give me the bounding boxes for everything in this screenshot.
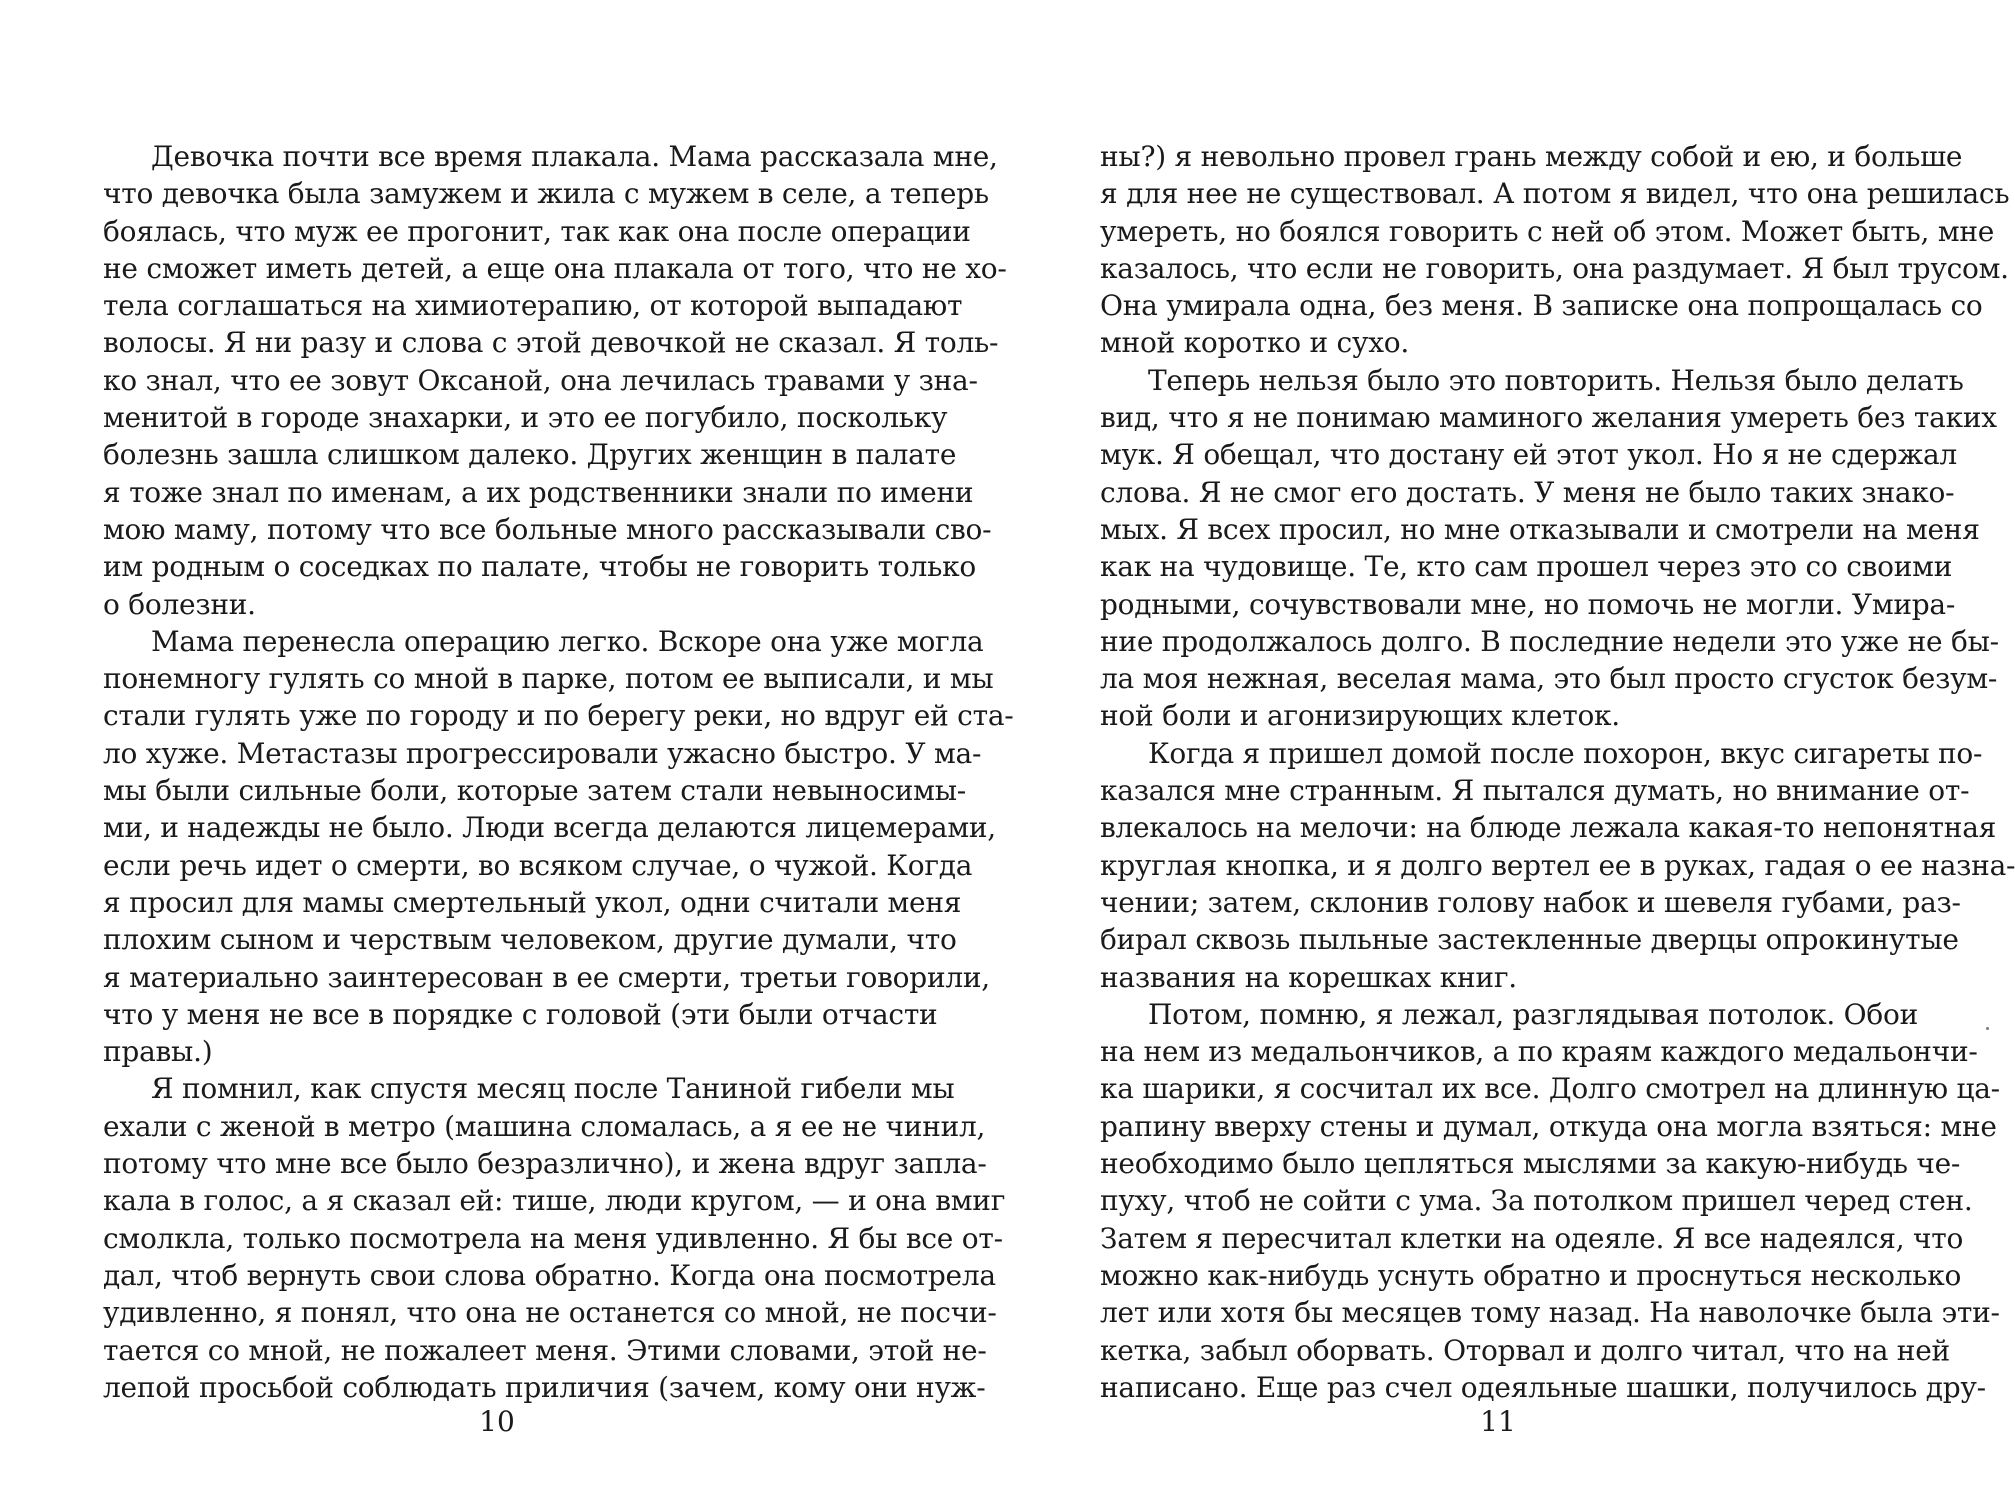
text-line: кетка, забыл оборвать. Оторвал и долго читал, что на ней xyxy=(1100,1333,1950,1367)
text-line: Девочка почти все время плакала. Мама рассказала мне, xyxy=(151,140,998,173)
text-line: смолкла, только посмотрела на меня удивленно. Я бы все от- xyxy=(103,1221,1003,1255)
text-line: ка шарики, я сосчитал их все. Долго смотрел на длинную ца- xyxy=(1100,1072,2000,1106)
text-line: мых. Я всех просил, но мне отказывали и смотрели на меня xyxy=(1100,512,1980,546)
text-line: если речь идет о смерти, во всяком случае, о чужой. Когда xyxy=(103,848,973,882)
text-line: я материально заинтересован в ее смерти, третьи говорили, xyxy=(103,960,990,994)
left-page xyxy=(103,138,1014,1406)
text-line: правы.) xyxy=(103,1035,213,1069)
text-line: Теперь нельзя было это повторить. Нельзя было делать xyxy=(1148,363,1964,397)
text-line: кала в голос, а я сказал ей: тише, люди кругом, — и она вмиг xyxy=(103,1184,1006,1218)
text-line: мы были сильные боли, которые затем стали невыносимы- xyxy=(103,774,966,808)
text-line: не сможет иметь детей, а еще она плакала от того, что не хо- xyxy=(103,251,1007,285)
text-line: я просил для мамы смертельный укол, одни считали меня xyxy=(103,885,962,919)
text-line: тается со мной, не пожалеет меня. Этими словами, этой не- xyxy=(103,1333,987,1367)
text-line: потому что мне все было безразлично), и жена вдруг запла- xyxy=(103,1147,987,1181)
text-line: казался мне странным. Я пытался думать, но внимание от- xyxy=(1100,774,1970,808)
text-line: ехали с женой в метро (машина сломалась, а я ее не чинил, xyxy=(103,1109,986,1143)
text-line: удивленно, я понял, что она не останется со мной, не посчи- xyxy=(103,1296,997,1330)
text-line: плохим сыном и черствым человеком, другие думали, что xyxy=(103,923,957,957)
text-line: круглая кнопка, и я долго вертел ее в руках, гадая о ее назна- xyxy=(1100,848,2015,882)
text-line: о болезни. xyxy=(103,587,256,621)
text-line: казалось, что если не говорить, она раздумает. Я был трусом. xyxy=(1100,251,2009,285)
left-page-text xyxy=(103,138,1014,1406)
text-line: что девочка была замужем и жила с мужем в селе, а теперь xyxy=(103,177,989,211)
text-line: ла моя нежная, веселая мама, это был просто сгусток безум- xyxy=(1100,662,1998,696)
page-number-right: 11 xyxy=(1480,1405,1516,1438)
text-line: умереть, но боялся говорить с ней об этом. Может быть, мне xyxy=(1100,214,1995,248)
text-line: ко знал, что ее зовут Оксаной, она лечилась травами у зна- xyxy=(103,363,978,397)
text-line: слова. Я не смог его достать. У меня не было таких знако- xyxy=(1100,475,1955,509)
text-line: чении; затем, склонив голову набок и шевеля губами, раз- xyxy=(1100,885,1961,919)
text-line: Потом, помню, я лежал, разглядывая потолок. Обои xyxy=(1148,997,1919,1031)
text-line: понемногу гулять со мной в парке, потом ее выписали, и мы xyxy=(103,662,994,696)
text-line: стали гулять уже по городу и по берегу реки, но вдруг ей ста- xyxy=(103,699,1014,733)
text-line: рапину вверху стены и думал, откуда она могла взяться: мне xyxy=(1100,1109,1997,1143)
text-line: вид, что я не понимаю маминого желания умереть без таких xyxy=(1100,401,1997,435)
text-line: как на чудовище. Те, кто сам прошел через это со своими xyxy=(1100,550,1953,584)
text-line: на нем из медальончиков, а по краям каждого медальончи- xyxy=(1100,1035,1978,1069)
text-line: написано. Еще раз счел одеяльные шашки, получилось дру- xyxy=(1100,1370,1986,1404)
text-line: ны?) я невольно провел грань между собой и ею, и больше xyxy=(1100,140,1963,173)
text-line: ми, и надежды не было. Люди всегда делаются лицемерами, xyxy=(103,811,996,845)
text-line: Когда я пришел домой после похорон, вкус сигареты по- xyxy=(1148,736,1983,770)
text-line: названия на корешках книг. xyxy=(1100,960,1517,994)
text-line: лет или хотя бы месяцев тому назад. На наволочке была эти- xyxy=(1100,1296,2000,1330)
text-line: что у меня не все в порядке с головой (эти были отчасти xyxy=(103,997,938,1031)
text-line: можно как-нибудь уснуть обратно и проснуться несколько xyxy=(1100,1258,1962,1292)
text-line: Мама перенесла операцию легко. Вскоре она уже могла xyxy=(151,624,984,658)
text-line: менитой в городе знахарки, и это ее погубило, поскольку xyxy=(103,401,948,435)
text-line: мою маму, потому что все больные много рассказывали сво- xyxy=(103,512,992,546)
text-line: мук. Я обещал, что достану ей этот укол. Но я не сдержал xyxy=(1100,438,1957,472)
text-line: я для нее не существовал. А потом я видел, что она решилась xyxy=(1100,177,2010,211)
margin-dot xyxy=(1986,1027,1989,1030)
text-line: мной коротко и сухо. xyxy=(1100,326,1410,360)
right-page xyxy=(1100,138,2015,1406)
text-line: необходимо было цепляться мыслями за какую-нибудь че- xyxy=(1100,1147,1961,1181)
text-line: им родным о соседках по палате, чтобы не говорить только xyxy=(103,550,976,584)
text-line: лепой просьбой соблюдать приличия (зачем, кому они нуж- xyxy=(103,1370,986,1404)
text-line: бирал сквозь пыльные застекленные дверцы опрокинутые xyxy=(1100,923,1959,957)
right-page-text xyxy=(1100,138,2015,1406)
text-line: влекалось на мелочи: на блюде лежала какая-то непонятная xyxy=(1100,811,1997,845)
text-line: пуху, чтоб не сойти с ума. За потолком пришел черед стен. xyxy=(1100,1184,1973,1218)
text-line: боялась, что муж ее прогонит, так как она после операции xyxy=(103,214,971,248)
text-line: Она умирала одна, без меня. В записке она попрощалась со xyxy=(1100,289,1983,323)
page-number-left: 10 xyxy=(479,1405,515,1438)
text-line: волосы. Я ни разу и слова с этой девочкой не сказал. Я толь- xyxy=(103,326,999,360)
text-line: Я помнил, как спустя месяц после Таниной гибели мы xyxy=(151,1072,955,1106)
text-line: ной боли и агонизирующих клеток. xyxy=(1100,699,1620,733)
text-line: болезнь зашла слишком далеко. Других женщин в палате xyxy=(103,438,957,472)
text-line: Затем я пересчитал клетки на одеяле. Я все надеялся, что xyxy=(1100,1221,1964,1255)
text-line: тела соглашаться на химиотерапию, от которой выпадают xyxy=(103,289,963,323)
text-line: родными, сочувствовали мне, но помочь не могли. Умира- xyxy=(1100,587,1956,621)
text-line: дал, чтоб вернуть свои слова обратно. Когда она посмотрела xyxy=(103,1258,996,1292)
text-line: ние продолжалось долго. В последние недели это уже не бы- xyxy=(1100,624,1999,658)
text-line: я тоже знал по именам, а их родственники знали по имени xyxy=(103,475,974,509)
text-line: ло хуже. Метастазы прогрессировали ужасно быстро. У ма- xyxy=(103,736,982,770)
